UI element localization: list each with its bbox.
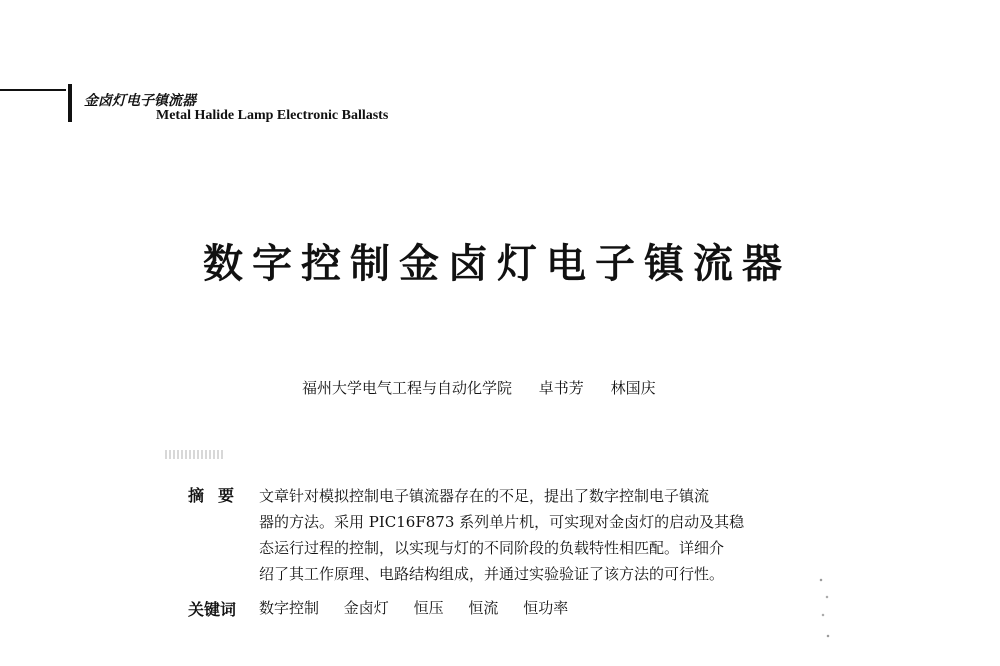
keyword: 恒压: [413, 599, 444, 617]
abstract-line: 态运行过程的控制，以实现与灯的不同阶段的负载特性相匹配。详细介: [259, 539, 725, 557]
keyword: 金卤灯: [343, 599, 389, 617]
running-header-english: Metal Halide Lamp Electronic Ballasts: [156, 108, 389, 123]
abstract-body: [259, 483, 824, 587]
header-rule-horizontal: [0, 89, 66, 91]
scan-smudge: [165, 450, 223, 459]
abstract-line: 绍了其工作原理、电路结构组成，并通过实验验证了该方法的可行性。: [259, 565, 725, 583]
running-header-chinese: 金卤灯电子镇流器: [84, 93, 196, 109]
author-name: 卓书芳: [538, 379, 584, 397]
affiliation: 福州大学电气工程与自动化学院: [302, 379, 513, 397]
abstract-line: 器的方法。采用 PIC16F873 系列单片机，可实现对金卤灯的启动及其稳: [259, 513, 745, 531]
keyword: 数字控制: [259, 599, 320, 617]
abstract-line: 文章针对模拟控制电子镇流器存在的不足，提出了数字控制电子镇流: [259, 487, 710, 505]
keyword: 恒流: [468, 599, 499, 617]
affiliation-line: [302, 377, 656, 398]
keywords-label: 关键词: [188, 600, 237, 619]
paper-title: 数字控制金卤灯电子镇流器: [203, 240, 791, 287]
keywords-list: [259, 597, 588, 618]
header-rule-vertical: [68, 84, 72, 122]
author-name: 林国庆: [610, 379, 656, 397]
abstract-label: 摘要: [188, 486, 249, 505]
keyword: 恒功率: [523, 599, 569, 617]
